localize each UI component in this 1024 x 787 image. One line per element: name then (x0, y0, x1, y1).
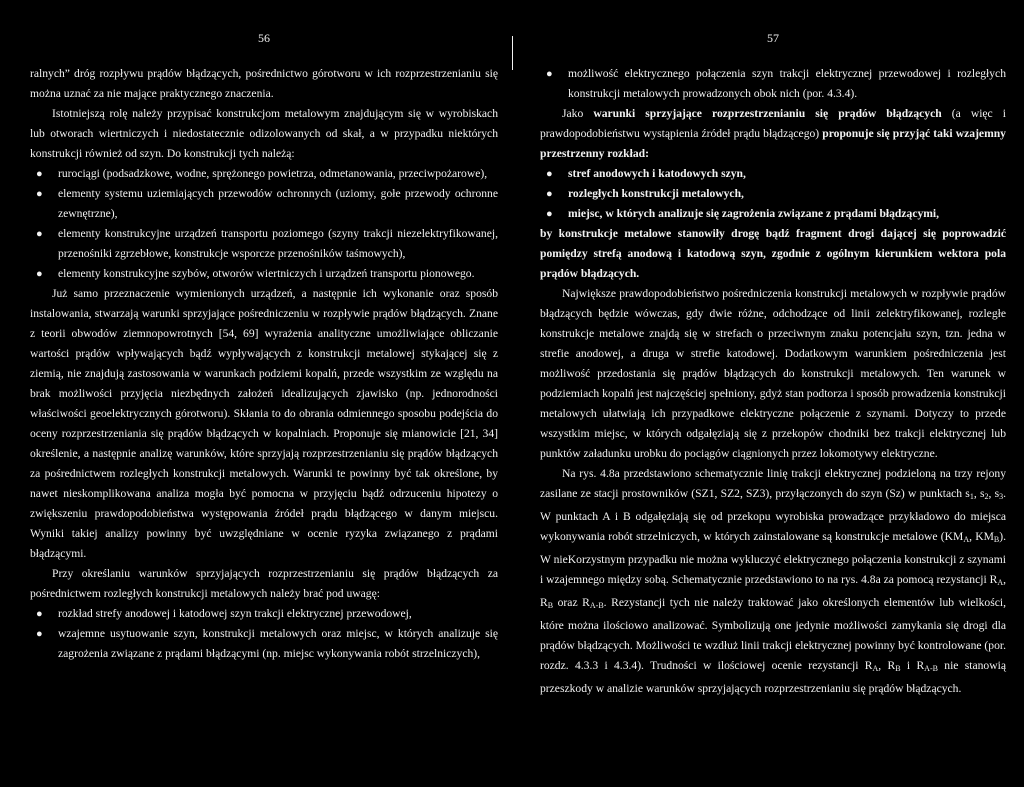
list-item: ● możliwość elektrycznego połączenia szyn trakcji elektrycznej przewodowej i rozległych konstrukcji metalowych prowadzonych obok nich (por. 4.3.4). (540, 64, 1006, 104)
bullet-icon: ● (36, 608, 43, 620)
paragraph: Już samo przeznaczenie wymienionych urządzeń, a następnie ich wykonanie oraz sposób instalowania, stwarzają warunki sprzyjające pośredniczeniu w rozpływie prądów błądzących. Znane z teorii obwodów ziemnopowrotnych [54, 69] wyrażenia analityczne umożliwiające obliczanie wartości prądów wpływających bądź wypływających z konstrukcji metalowej stykającej się z ziemią, nie znajdują zastosowania w warunkach podziemi kopalń, przede wszystkim ze względu na brak możliwości przyjęcia niezbędnych założeń idealizujących zjawisko (np. jednorodności właściwości geoelektrycznych górotworu). Skłania to do obrania odmiennego sposobu podejścia do oceny rozprzestrzeniania się prądów błądzących w kopalniach. Proponuje się mianowicie [21, 34] określenie, a następnie analizę warunków, które sprzyjają rozprzestrzenianiu się prądów błądzących za pośrednictwem rozległych konstrukcji metalowych. Warunki te powinny być tak określone, by nawet nieskomplikowana analiza mogła być pomocna w przyjęciu bądź odrzuceniu hipotezy o zwiększeniu prawdopodobieństwa występowania źródeł prądu błądzącego w danym miejscu. Wyniki takiej analizy powinny być uwzględniane w ocenie ryzyka związanego z prądami błądzącymi. (30, 287, 498, 560)
paragraph: by konstrukcje metalowe stanowiły drogę bądź fragment drogi dającej się poprowadzić pomiędzy strefą anodową i katodową szyn, zgodnie z ogólnym kierunkiem wektora pola prądów błądzących. (540, 227, 1006, 280)
bullet-icon: ● (36, 268, 43, 280)
left-page (30, 0, 498, 787)
bullet-icon: ● (546, 208, 553, 220)
paragraph: Największe prawdopodobieństwo pośredniczenia konstrukcji metalowych w rozpływie prądów błądzących będzie wówczas, gdy dwie różne, odchodzące od linii zelektryfikowanej, rozległe konstrukcje metalowe znajdą się w strefach o przeciwnym znaku potencjału szyn, tzn. jedna w strefie anodowej, a druga w strefie katodowej. Dodatkowym warunkiem pośredniczenia jest możliwość przedostania się prądów błądzących do konstrukcji metalowych. Ten warunek w podziemiach kopalń jest najczęściej spełniony, gdyż stan podtorza i sposób prowadzenia konstrukcji metalowych ułatwiają ich przypadkowe elektryczne połączenie z szynami. Dotyczy to przede wszystkim miejsc, w których odgałęziają się z przekopów chodniki bez trakcji elektrycznej lub punktów załadunku urobku do pociągów ciągnionych przez lokomotywy elektryczne. (540, 287, 1006, 460)
list-item: ● rurociągi (podsadzkowe, wodne, sprężonego powietrza, odmetanowania, przeciwpożarowe), (30, 164, 498, 184)
list-item: ● elementy konstrukcyjne szybów, otworów wiertniczych i urządzeń transportu pionowego. (30, 264, 498, 284)
list-item: ● elementy systemu uziemiających przewodów ochronnych (uziomy, gołe przewody ochronne zewnętrzne), (30, 184, 498, 224)
paragraph: Na rys. 4.8a przedstawiono schematycznie linię trakcji elektrycznej podzieloną na trzy rejony zasilane ze stacji prostowników (SZ1, SZ2, SZ3), przyłączonych do szyn (Sz) w punktach $s_1$, $s_2$, $s_3$. W punktach A i B odgałęziają się od przekopu wyrobiska prowadzące przykładowo do miejsca wykonywania robót strzelniczych, w których zainstalowane są konstrukcje metalowe ($KM_A$, $KM_B$). W nieKorzystnym przypadku nie można wykluczyć elektrycznego połączenia konstrukcji z szynami i wzajemnego między sobą. Schematycznie przedstawiono to na rys. 4.8a za pomocą rezystancji $R_A$, $R_B$ oraz $R_{A-B}$. Rezystancji tych nie należy traktować jako określonych elementów lub wielkości, które można ilościowo analizować. Symbolizują one jedynie możliwości zamykania się drogi dla prądów błądzących. Możliwości te wzdłuż linii trakcji elektrycznej powinny być kontrolowane (por. rozdz. 4.3.3 i 4.3.4). Trudności w ilościowej ocenie rezystancji $R_A$, $R_B$ i $R_{A-B}$ nie stanowią przeszkody w analizie warunków sprzyjających rozprzestrzenianiu się prądów błądzących. (540, 467, 1007, 695)
left-page-body (30, 64, 498, 664)
page-gutter-mark (512, 36, 513, 70)
bullet-icon: ● (36, 188, 43, 200)
list-item: ● stref anodowych i katodowych szyn, (540, 164, 1006, 184)
bullet-list (30, 604, 498, 664)
bullet-icon: ● (546, 68, 553, 80)
right-page-body (540, 64, 1006, 699)
bullet-icon: ● (546, 168, 553, 180)
bullet-icon: ● (36, 168, 43, 180)
paragraph: ralnych” dróg rozpływu prądów błądzących, pośrednictwo górotworu w ich rozprzestrzenianiu się można uznać za nie mające praktycznego znaczenia. (30, 67, 498, 100)
page-number: 57 (767, 31, 779, 45)
list-item: ● miejsc, w których analizuje się zagrożenia związane z prądami błądzącymi, (540, 204, 1006, 224)
list-item: ● wzajemne usytuowanie szyn, konstrukcji metalowych oraz miejsc, w których analizuje się zagrożenia związane z prądami błądzącymi (np. miejsc wykonywania robót strzelniczych), (30, 624, 498, 664)
paragraph: Jako warunki sprzyjające rozprzestrzenianiu się prądów błądzących (a więc i prawdopodobieństwu wystąpienia źródeł prądu błądzącego) proponuje się przyjąć taki wzajemny przestrzenny rozkład: (540, 107, 1007, 160)
bullet-list (30, 164, 498, 284)
list-item: ● elementy konstrukcyjne urządzeń transportu poziomego (szyny trakcji niezelektryfikowanej, przenośniki zgrzebłowe, konstrukcje wsporcze przenośników taśmowych), (30, 224, 498, 264)
right-page (540, 0, 1006, 787)
page-number: 56 (258, 31, 270, 45)
list-item: ● rozległych konstrukcji metalowych, (540, 184, 1006, 204)
bullet-icon: ● (546, 188, 553, 200)
bullet-list (540, 164, 1006, 224)
bullet-icon: ● (36, 228, 43, 240)
bullet-icon: ● (36, 628, 43, 640)
list-item: ● rozkład strefy anodowej i katodowej szyn trakcji elektrycznej przewodowej, (30, 604, 498, 624)
bullet-list (540, 64, 1006, 104)
paragraph: Przy określaniu warunków sprzyjających rozprzestrzenianiu się prądów błądzących za pośrednictwem rozległych konstrukcji metalowych należy brać pod uwagę: (30, 567, 498, 600)
paragraph: Istotniejszą rolę należy przypisać konstrukcjom metalowym znajdującym się w wyrobiskach lub otworach wiertniczych i niedostatecznie odizolowanych od skał, a w przypadku niektórych konstrukcji również od szyn. Do konstrukcji tych należą: (30, 107, 498, 160)
